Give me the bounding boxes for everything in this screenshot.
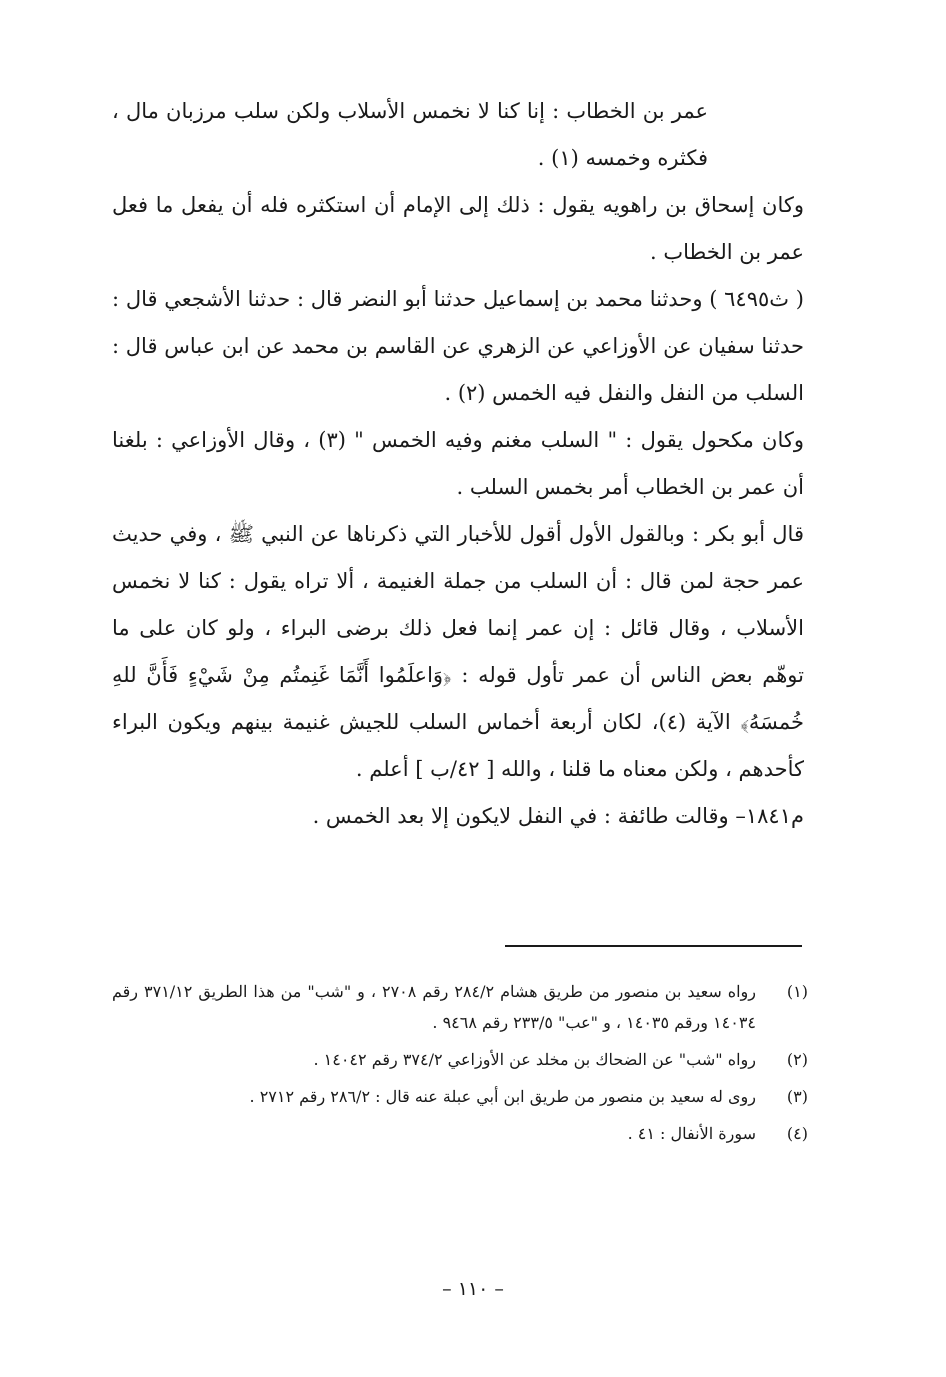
footnote-text: روى له سعيد بن منصور من طريق ابن أبي عبلة عنه قال : ٢٨٦/٢ رقم ٢٧١٢ . <box>249 1087 756 1106</box>
footnote-text: رواه سعيد بن منصور من طريق هشام ٢٨٤/٢ رقم ٢٧٠٨ ، و "شب" من هذا الطريق ٣٧١/١٢ رقم ١٤٠٣٤ ورقم ١٤٠٣٥ ، و "عب" ٢٣٣/٥ رقم ٩٤٦٨ . <box>112 982 757 1032</box>
page-number: – ١١٠ – <box>442 1278 504 1300</box>
paragraph-1: عمر بن الخطاب : إنا كنا لا نخمس الأسلاب ولكن سلب مرزبان مال ، فكثره وخمسه (١) . <box>112 99 708 170</box>
footnotes <box>112 976 808 1155</box>
footnote-1 <box>112 976 808 1038</box>
footnote-3 <box>112 1081 808 1112</box>
footnote-4 <box>112 1118 808 1149</box>
main-text <box>112 88 804 840</box>
footnote-number: (٣) <box>786 1087 808 1106</box>
footnote-divider <box>505 945 802 947</box>
paragraph-2: وكان إسحاق بن راهويه يقول : ذلك إلى الإمام أن استكثره فله أن يفعل ما فعل عمر بن الخطاب . <box>112 193 804 264</box>
paragraph-4: وكان مكحول يقول : " السلب مغنم وفيه الخمس " (٣) ، وقال الأوزاعي : بلغنا أن عمر بن الخطاب أمر بخمس السلب . <box>112 428 804 499</box>
footnote-text: رواه "شب" عن الضحاك بن مخلد عن الأوزاعي ٣٧٤/٢ رقم ١٤٠٤٢ . <box>313 1050 756 1069</box>
paragraph-3: ( ث٦٤٩٥ ) وحدثنا محمد بن إسماعيل حدثنا أبو النضر قال : حدثنا الأشجعي قال : حدثنا سفيان عن الأوزاعي عن الزهري عن القاسم بن محمد عن ابن عباس قال : السلب من النفل والنفل فيه الخمس (٢) . <box>112 287 804 405</box>
footnote-text: سورة الأنفال : ٤١ . <box>627 1124 756 1143</box>
paragraph-6: م١٨٤١– وقالت طائفة : في النفل لايكون إلا بعد الخمس . <box>312 804 804 828</box>
footnote-2 <box>112 1044 808 1075</box>
footnote-number: (٤) <box>786 1124 808 1143</box>
footnote-number: (١) <box>786 982 808 1001</box>
footnote-number: (٢) <box>786 1050 808 1069</box>
paragraph-5: قال أبو بكر : وبالقول الأول أقول للأخبار التي ذكرناها عن النبي ﷺ ، وفي حديث عمر حجة لمن قال : أن السلب من جملة الغنيمة ، ألا تراه يقول : كنا لا نخمس الأسلاب ، وقال قائل : إن عمر إنما فعل ذلك برضى البراء ، ولو كان على ما توهّم بعض الناس أن عمر تأول قوله : ﴿وَاعلَمُوا أَنَّمَا غَنِمتُم مِنْ شَيْءٍ فَأَنَّ للهِ خُمسَهُ﴾ الآية (٤)، لكان أربعة أخماس السلب للجيش غنيمة بينهم ويكون البراء كأحدهم ، ولكن معناه ما قلنا ، والله [ ٤٢/ب ] أعلم . <box>112 522 804 781</box>
